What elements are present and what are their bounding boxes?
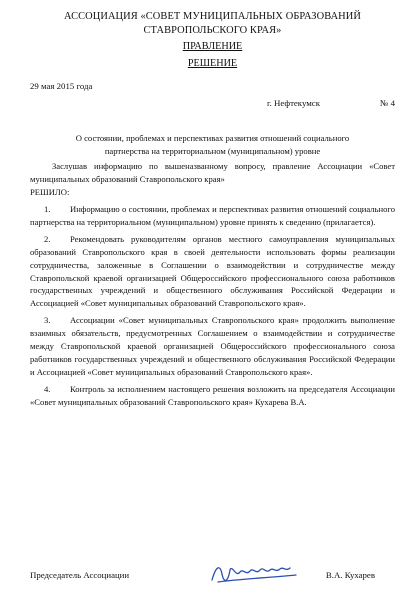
decision-number: № 4 xyxy=(380,97,395,108)
signatory-name: В.А. Кухарев xyxy=(325,570,375,581)
item-text: Рекомендовать руководителям органов местного самоуправления муниципальных образований Ставропольского края в своей деятельности использовать формы реализации сотрудничества, заложенные в Соглашении о взаимодействии и сотрудничестве между Ставропольской краевой организацией Общероссийского профессионального союза работников государственных учреждений и общественного обслуживания Российской Федерации и Ассоциацией «Совет муниципальных образований Ставропольского края». xyxy=(30,233,395,309)
decision-date: 29 мая 2015 года xyxy=(30,80,93,91)
date-row xyxy=(30,80,395,93)
item-number: 1. xyxy=(44,204,51,215)
org-name-line-2: СТАВРОПОЛЬСКОГО КРАЯ» xyxy=(143,25,282,37)
intro-paragraph: Заслушав информацию по вышеназванному вопросу, правление Ассоциации «Совет муниципальных образований Ставропольского края» xyxy=(30,161,395,185)
signatory-position: Председатель Ассоциации xyxy=(30,570,130,581)
item-text: Информацию о состоянии, проблемах и перспективах развития отношений социального партнерства на территориальном (муниципальном) уровне принять к сведению (прилагается). xyxy=(30,204,395,228)
city-row xyxy=(30,97,395,110)
decision-subject: О состоянии, проблемах и перспективах развития отношений социального партнерства на территориальном (муниципальном) уровне xyxy=(75,132,350,157)
handwritten-signature xyxy=(190,566,320,586)
org-name-line-1: АССОЦИАЦИЯ «СОВЕТ МУНИЦИПАЛЬНЫХ ОБРАЗОВАНИЙ xyxy=(63,11,361,22)
decision-item-1 xyxy=(30,203,395,229)
decision-item-3 xyxy=(30,314,395,378)
item-text: Контроль за исполнением настоящего решения возложить на председателя Ассоциации «Совет муниципальных образований Ставропольского края» Кухарева В.А. xyxy=(30,383,395,407)
decision-item-2 xyxy=(30,233,395,310)
item-number: 3. xyxy=(44,315,51,326)
item-text: Ассоциации «Совет муниципальных Ставропольского края» продолжить выполнение взаимных обязательств, предусмотренных Соглашением о взаимодействии и сотрудничестве между Ставропольской краевой организацией Общероссийского профессионального союза работников государственных учреждений и общественного обслуживания Российской Федерации и Ассоциацией «Совет муниципальных образований Ставропольского края». xyxy=(30,315,395,377)
decision-title: РЕШЕНИЕ xyxy=(187,57,238,69)
signature-icon xyxy=(210,560,300,586)
decision-item-4 xyxy=(30,383,395,409)
signature-row xyxy=(30,566,395,586)
item-number: 4. xyxy=(44,383,51,394)
item-number: 2. xyxy=(44,233,51,244)
board-title: ПРАВЛЕНИЕ xyxy=(182,41,243,53)
resolved-label: РЕШИЛО: xyxy=(30,187,70,198)
decision-city: г. Нефтекумск xyxy=(266,97,320,108)
